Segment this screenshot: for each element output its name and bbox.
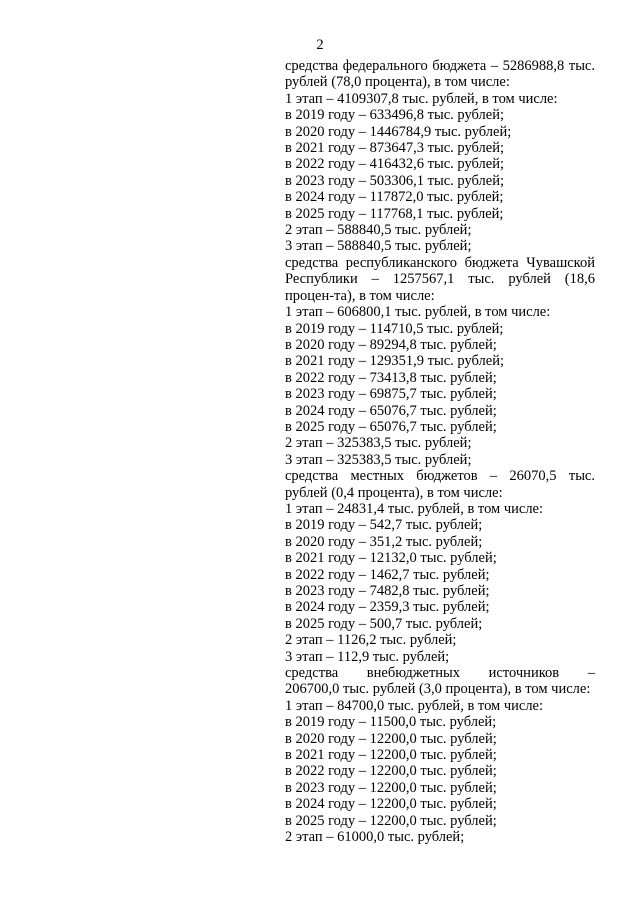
- republican-year-2024: в 2024 году – 65076,7 тыс. рублей;: [285, 402, 497, 419]
- republican-year-2023: в 2023 году – 69875,7 тыс. рублей;: [285, 386, 497, 403]
- extrabudgetary-word-2: внебюджетных: [366, 665, 461, 682]
- extrabudgetary-year-2022: в 2022 году – 12200,0 тыс. рублей;: [285, 763, 497, 780]
- local-budget-paragraph: средства местных бюджетов – 26070,5 тыс. рублей (0,4 процента), в том числе:: [285, 468, 595, 501]
- extrabudgetary-heading-line: [285, 665, 595, 681]
- local-year-2022: в 2022 году – 1462,7 тыс. рублей;: [285, 566, 490, 583]
- extrabudgetary-year-2021: в 2021 году – 12200,0 тыс. рублей;: [285, 747, 497, 764]
- republican-year-2019: в 2019 году – 114710,5 тыс. рублей;: [285, 320, 504, 337]
- republican-year-2025: в 2025 году – 65076,7 тыс. рублей;: [285, 418, 497, 435]
- federal-year-2022: в 2022 году – 416432,6 тыс. рублей;: [285, 156, 505, 173]
- federal-year-2024: в 2024 году – 117872,0 тыс. рублей;: [285, 189, 504, 206]
- extrabudgetary-year-2019: в 2019 году – 11500,0 тыс. рублей;: [285, 714, 497, 731]
- republican-stage-1: 1 этап – 606800,1 тыс. рублей, в том числе:: [285, 304, 551, 321]
- local-year-2019: в 2019 году – 542,7 тыс. рублей;: [285, 517, 483, 534]
- republican-budget-paragraph: средства республиканского бюджета Чувашской Республики – 1257567,1 тыс. рублей (18,6 процен-та), в том числе:: [285, 254, 595, 304]
- republican-year-2021: в 2021 году – 129351,9 тыс. рублей;: [285, 353, 505, 370]
- local-year-2024: в 2024 году – 2359,3 тыс. рублей;: [285, 599, 490, 616]
- local-stage-3: 3 этап – 112,9 тыс. рублей;: [285, 648, 450, 665]
- federal-stage-3: 3 этап – 588840,5 тыс. рублей;: [285, 238, 472, 255]
- federal-year-2025: в 2025 году – 117768,1 тыс. рублей;: [285, 205, 504, 222]
- page-number: 2: [316, 37, 324, 53]
- local-year-2020: в 2020 году – 351,2 тыс. рублей;: [285, 533, 483, 550]
- extrabudgetary-dash: –: [587, 665, 595, 682]
- republican-year-2022: в 2022 году – 73413,8 тыс. рублей;: [285, 369, 497, 386]
- local-year-2023: в 2023 году – 7482,8 тыс. рублей;: [285, 583, 490, 599]
- extrabudgetary-year-2020: в 2020 году – 12200,0 тыс. рублей;: [285, 730, 497, 747]
- federal-year-2021: в 2021 году – 873647,3 тыс. рублей;: [285, 140, 505, 157]
- local-stage-2: 2 этап – 1126,2 тыс. рублей;: [285, 632, 457, 649]
- extrabudgetary-year-2025: в 2025 году – 12200,0 тыс. рублей;: [285, 812, 497, 829]
- republican-stage-3: 3 этап – 325383,5 тыс. рублей;: [285, 451, 472, 468]
- republican-stage-2: 2 этап – 325383,5 тыс. рублей;: [285, 435, 472, 452]
- federal-stage-1: 1 этап – 4109307,8 тыс. рублей, в том числе:: [285, 90, 558, 107]
- extrabudgetary-word-3: источников: [488, 665, 560, 682]
- funding-text-column: [285, 58, 595, 846]
- federal-stage-2: 2 этап – 588840,5 тыс. рублей;: [285, 222, 472, 239]
- federal-budget-paragraph: средства федерального бюджета – 5286988,8 тыс. рублей (78,0 процента), в том числе:: [285, 58, 595, 91]
- extrabudgetary-year-2023: в 2023 году – 12200,0 тыс. рублей;: [285, 779, 497, 796]
- federal-year-2019: в 2019 году – 633496,8 тыс. рублей;: [285, 107, 505, 124]
- extrabudgetary-word-1: средства: [285, 665, 339, 682]
- extrabudgetary-stage-2: 2 этап – 61000,0 тыс. рублей;: [285, 829, 465, 846]
- extrabudgetary-total-line: 206700,0 тыс. рублей (3,0 процента), в том числе:: [285, 681, 591, 698]
- extrabudgetary-stage-1: 1 этап – 84700,0 тыс. рублей, в том числе:: [285, 697, 544, 714]
- federal-year-2023: в 2023 году – 503306,1 тыс. рублей;: [285, 172, 505, 189]
- extrabudgetary-year-2024: в 2024 году – 12200,0 тыс. рублей;: [285, 796, 497, 813]
- republican-year-2020: в 2020 году – 89294,8 тыс. рублей;: [285, 336, 497, 353]
- local-stage-1: 1 этап – 24831,4 тыс. рублей, в том числе:: [285, 500, 544, 517]
- local-year-2025: в 2025 году – 500,7 тыс. рублей;: [285, 615, 483, 632]
- federal-year-2020: в 2020 году – 1446784,9 тыс. рублей;: [285, 123, 512, 140]
- local-year-2021: в 2021 году – 12132,0 тыс. рублей;: [285, 550, 497, 567]
